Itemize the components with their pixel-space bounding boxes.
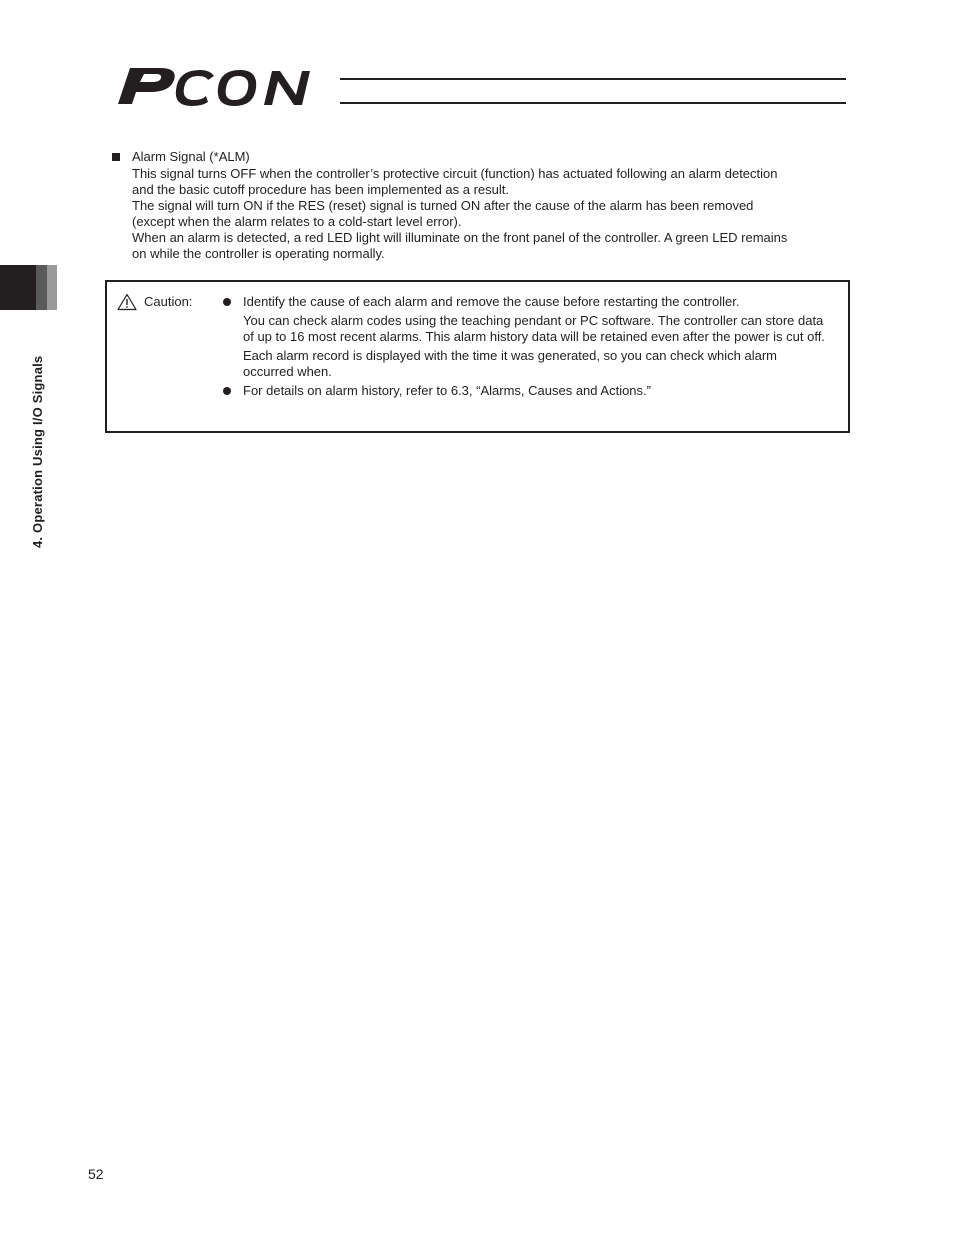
- caution-paragraph: Identify the cause of each alarm and remove the cause before restarting the controller.: [243, 294, 740, 309]
- section-title: Alarm Signal (*ALM): [132, 149, 250, 164]
- section-line: (except when the alarm relates to a cold-start level error).: [132, 214, 462, 229]
- pcon-logo: [116, 62, 346, 110]
- chapter-tab-dark: [0, 265, 36, 310]
- section-line: on while the controller is operating normally.: [132, 246, 385, 261]
- caution-item: [221, 294, 831, 380]
- header-rule-bottom: [340, 102, 846, 104]
- caution-list: [221, 294, 831, 402]
- caution-box: [105, 280, 850, 433]
- caution-label: Caution:: [144, 294, 193, 309]
- caution-paragraph: Each alarm record is displayed with the time it was generated, so you can check which alarm occurred when.: [243, 348, 777, 379]
- warning-triangle-icon: [117, 293, 137, 315]
- section-line: and the basic cutoff procedure has been implemented as a result.: [132, 182, 509, 197]
- header-rule-top: [340, 78, 846, 80]
- bullet-dot-icon: [223, 387, 231, 395]
- chapter-tab-light: [47, 265, 57, 310]
- section-line: When an alarm is detected, a red LED light will illuminate on the front panel of the controller. A green LED remains: [132, 230, 788, 245]
- section-body: [132, 166, 852, 262]
- caution-paragraph: You can check alarm codes using the teaching pendant or PC software. The controller can store data of up to 16 most recent alarms. This alarm history data will be retained even after the power is cut off.: [243, 313, 825, 344]
- caution-item: [221, 383, 831, 399]
- bullet-dot-icon: [223, 298, 231, 306]
- page-number: 52: [88, 1166, 104, 1182]
- caution-paragraph: For details on alarm history, refer to 6.3, “Alarms, Causes and Actions.”: [243, 383, 651, 398]
- chapter-label: 4. Operation Using I/O Signals: [30, 355, 45, 548]
- chapter-tab-mid: [36, 265, 47, 310]
- section-line: This signal turns OFF when the controller’s protective circuit (function) has actuated following an alarm detection: [132, 166, 778, 181]
- square-bullet-icon: [112, 153, 120, 161]
- section-line: The signal will turn ON if the RES (reset) signal is turned ON after the cause of the alarm has been removed: [132, 198, 754, 213]
- pcon-logo-graphic: [116, 62, 346, 110]
